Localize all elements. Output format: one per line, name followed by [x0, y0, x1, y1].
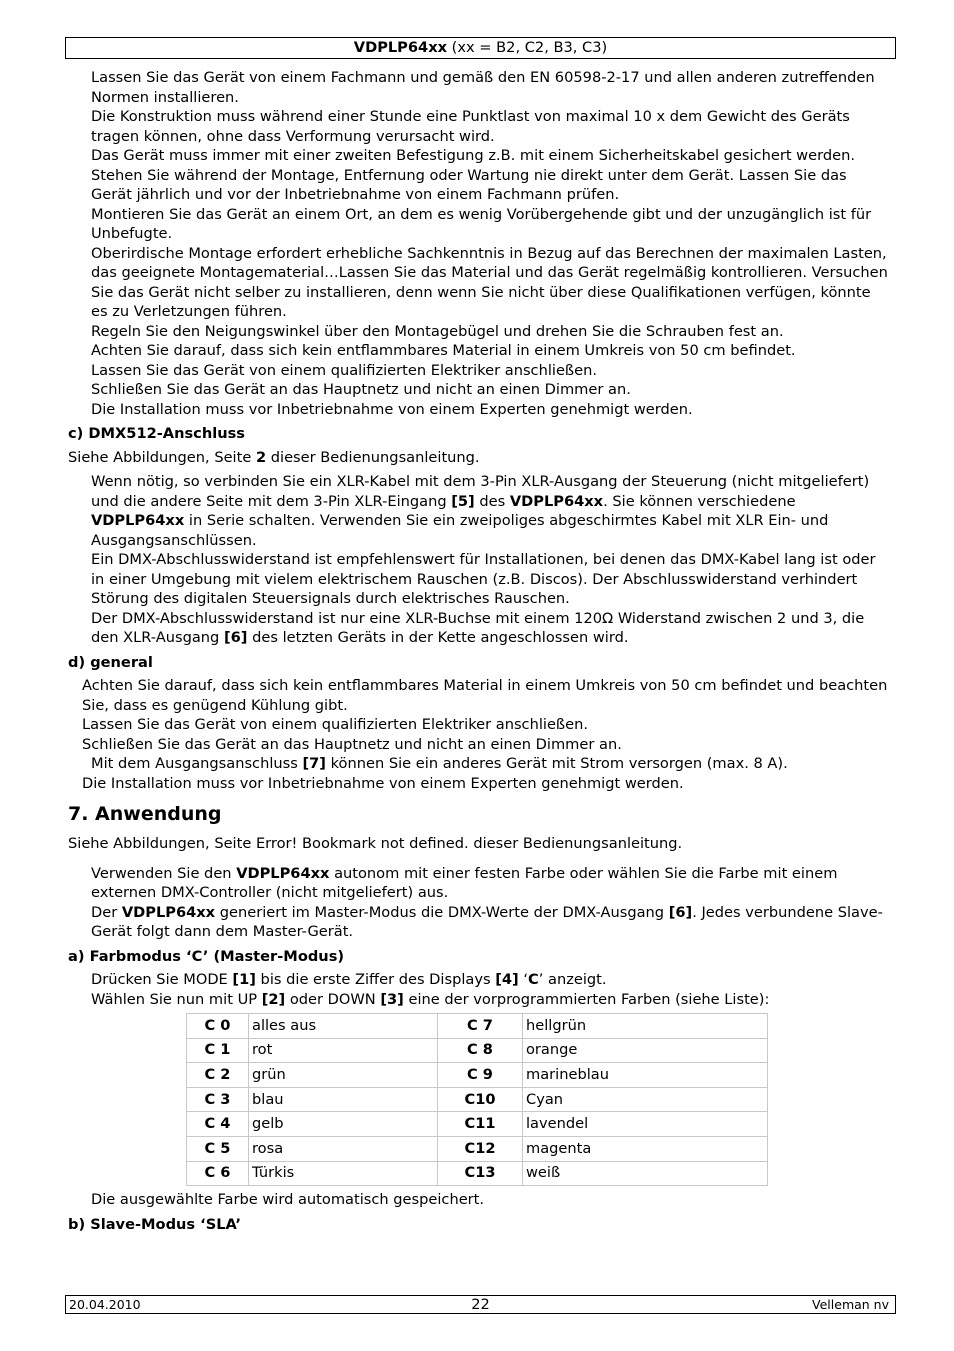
dmx-paragraph-2: Ein DMX-Abschlusswiderstand ist empfehlenswert für Installationen, bei denen das DMX-Kabel lang ist oder in einer Umgebung mit vielem elektrischem Rauschen (z.B. Discos). Der Abschlusswiderstand verhindert Störung des digitalen Steuersignals durch elektrisches Rauschen.	[91, 551, 876, 607]
color-table	[186, 1013, 768, 1186]
color-name: rosa	[249, 1136, 438, 1161]
general-paragraph-2: Lassen Sie das Gerät von einem qualifizierten Elektriker anschließen.	[82, 716, 588, 733]
color-name: marineblau	[523, 1063, 768, 1088]
footer-company: Velleman nv	[812, 1297, 889, 1312]
color-name: weiß	[523, 1161, 768, 1186]
color-name: orange	[523, 1038, 768, 1063]
color-mode-heading: a) Farbmodus ‘C’ (Master-Modus)	[68, 947, 345, 965]
install-paragraph: Das Gerät muss immer mit einer zweiten Befestigung z.B. mit einem Sicherheitskabel gesichert werden.	[91, 147, 855, 164]
color-saved-note: Die ausgewählte Farbe wird automatisch gespeichert.	[91, 1191, 485, 1209]
color-code: C 8	[438, 1038, 523, 1063]
usage-paragraph-2: Der VDPLP64xx generiert im Master-Modus die DMX-Werte der DMX-Ausgang [6]. Jedes verbundene Slave-Gerät folgt dann dem Master-Gerät.	[91, 903, 883, 940]
color-code: C 3	[187, 1087, 249, 1112]
color-name: alles aus	[249, 1014, 438, 1039]
usage-paragraph-1: Verwenden Sie den VDPLP64xx autonom mit einer festen Farbe oder wählen Sie die Farbe mit einem externen DMX-Controller (nicht mitgeliefert) aus.	[91, 864, 838, 901]
page-footer	[65, 1295, 896, 1314]
color-name: magenta	[523, 1136, 768, 1161]
table-row	[187, 1112, 768, 1137]
usage-heading: 7. Anwendung	[68, 803, 222, 825]
table-row	[187, 1136, 768, 1161]
color-code: C 0	[187, 1014, 249, 1039]
table-row	[187, 1161, 768, 1186]
install-paragraph: Die Installation muss vor Inbetriebnahme von einem Experten genehmigt werden.	[91, 400, 693, 418]
document-body	[68, 68, 888, 1238]
page-header	[65, 37, 896, 59]
usage-see-figures: Siehe Abbildungen, Seite Error! Bookmark not defined. dieser Bedienungsanleitung.	[68, 835, 683, 852]
install-paragraph: Oberirdische Montage erfordert erhebliche Sachkenntnis in Bezug auf das Berechnen der maximalen Lasten, das geeignete Montagematerial…Lassen Sie das Material und das Gerät regelmäßig kontrollieren. Versuchen Sie das Gerät nicht selber zu installieren, denn wenn Sie nicht über diese Qualifikationen verfügen, könnte es zu Verletzungen führen.	[91, 244, 888, 320]
dmx-paragraph-3: Der DMX-Abschlusswiderstand ist nur eine XLR-Buchse mit einem 120Ω Widerstand zwischen 2 und 3, die den XLR-Ausgang [6] des letzten Geräts in der Kette angeschlossen wird.	[91, 609, 865, 646]
color-code: C 4	[187, 1112, 249, 1137]
color-name: grün	[249, 1063, 438, 1088]
table-row	[187, 1063, 768, 1088]
table-row	[187, 1087, 768, 1112]
install-paragraph: Achten Sie darauf, dass sich kein entflammbares Material in einem Umkreis von 50 cm befindet.	[91, 342, 796, 359]
install-paragraph: Die Konstruktion muss während einer Stunde eine Punktlast von maximal 10 x dem Gewicht des Geräts tragen können, ohne dass Verformung verursacht wird.	[91, 108, 850, 145]
color-code: C11	[438, 1112, 523, 1137]
color-code: C 6	[187, 1161, 249, 1186]
install-paragraph: Lassen Sie das Gerät von einem Fachmann und gemäß den EN 60598-2-17 und allen anderen zutreffenden Normen installieren.	[91, 69, 875, 106]
color-code: C 5	[187, 1136, 249, 1161]
install-paragraph: Schließen Sie das Gerät an das Hauptnetz und nicht an einen Dimmer an.	[91, 381, 631, 398]
general-paragraph-5: Die Installation muss vor Inbetriebnahme von einem Experten genehmigt werden.	[82, 774, 684, 792]
general-paragraph-3: Schließen Sie das Gerät an das Hauptnetz und nicht an einen Dimmer an.	[82, 735, 622, 753]
footer-date: 20.04.2010	[69, 1297, 141, 1312]
install-list	[68, 68, 888, 419]
color-code: C10	[438, 1087, 523, 1112]
header-variants: (xx = B2, C2, B3, C3)	[447, 39, 608, 56]
color-code: C12	[438, 1136, 523, 1161]
install-paragraph: Stehen Sie während der Montage, Entfernung oder Wartung nie direkt unter dem Gerät. Lassen Sie das Gerät jährlich und vor der Inbetriebnahme von einem Fachmann prüfen.	[91, 166, 847, 203]
color-name: lavendel	[523, 1112, 768, 1137]
color-code: C13	[438, 1161, 523, 1186]
header-model: VDPLP64xx	[353, 39, 448, 56]
color-name: hellgrün	[523, 1014, 768, 1039]
color-name: gelb	[249, 1112, 438, 1137]
color-code: C 1	[187, 1038, 249, 1063]
color-code: C 7	[438, 1014, 523, 1039]
install-paragraph: Montieren Sie das Gerät an einem Ort, an dem es wenig Vorübergehende gibt und der unzugänglich ist für Unbefugte.	[91, 205, 872, 242]
color-name: blau	[249, 1087, 438, 1112]
table-row	[187, 1038, 768, 1063]
install-paragraph: Lassen Sie das Gerät von einem qualifizierten Elektriker anschließen.	[91, 361, 597, 379]
general-paragraph-1: Achten Sie darauf, dass sich kein entflammbares Material in einem Umkreis von 50 cm befindet und beachten Sie, dass es genügend Kühlung gibt.	[82, 677, 888, 714]
dmx-see-figures: Siehe Abbildungen, Seite 2 dieser Bedienungsanleitung.	[68, 448, 480, 466]
color-mode-paragraph-2: Wählen Sie nun mit UP [2] oder DOWN [3] eine der vorprogrammierten Farben (siehe Liste):	[91, 990, 770, 1008]
color-mode-paragraph-1: Drücken Sie MODE [1] bis die erste Ziffer des Displays [4] ‘C’ anzeigt.	[91, 971, 607, 988]
dmx-paragraph-1: Wenn nötig, so verbinden Sie ein XLR-Kabel mit dem 3-Pin XLR-Ausgang der Steuerung (nicht mitgeliefert) und die andere Seite mit dem 3-Pin XLR-Eingang [5] des VDPLP64xx. Sie können verschiedene VDPLP64xx in Serie schalten. Verwenden Sie ein zweipoliges abgeschirmtes Kabel mit XLR Ein- und Ausgangsanschlüssen.	[91, 473, 870, 549]
install-paragraph: Regeln Sie den Neigungswinkel über den Montagebügel und drehen Sie die Schrauben fest an.	[91, 322, 784, 340]
color-code: C 2	[187, 1063, 249, 1088]
color-name: rot	[249, 1038, 438, 1063]
page-number: 22	[471, 1296, 490, 1313]
dmx-heading: c) DMX512-Anschluss	[68, 425, 245, 442]
table-row	[187, 1014, 768, 1039]
color-name: Cyan	[523, 1087, 768, 1112]
color-name: Türkis	[249, 1161, 438, 1186]
general-paragraph-4: Mit dem Ausgangsanschluss [7] können Sie ein anderes Gerät mit Strom versorgen (max. 8 A).	[91, 755, 788, 772]
slave-mode-heading: b) Slave-Modus ‘SLA’	[68, 1215, 242, 1233]
color-code: C 9	[438, 1063, 523, 1088]
general-heading: d) general	[68, 653, 153, 671]
